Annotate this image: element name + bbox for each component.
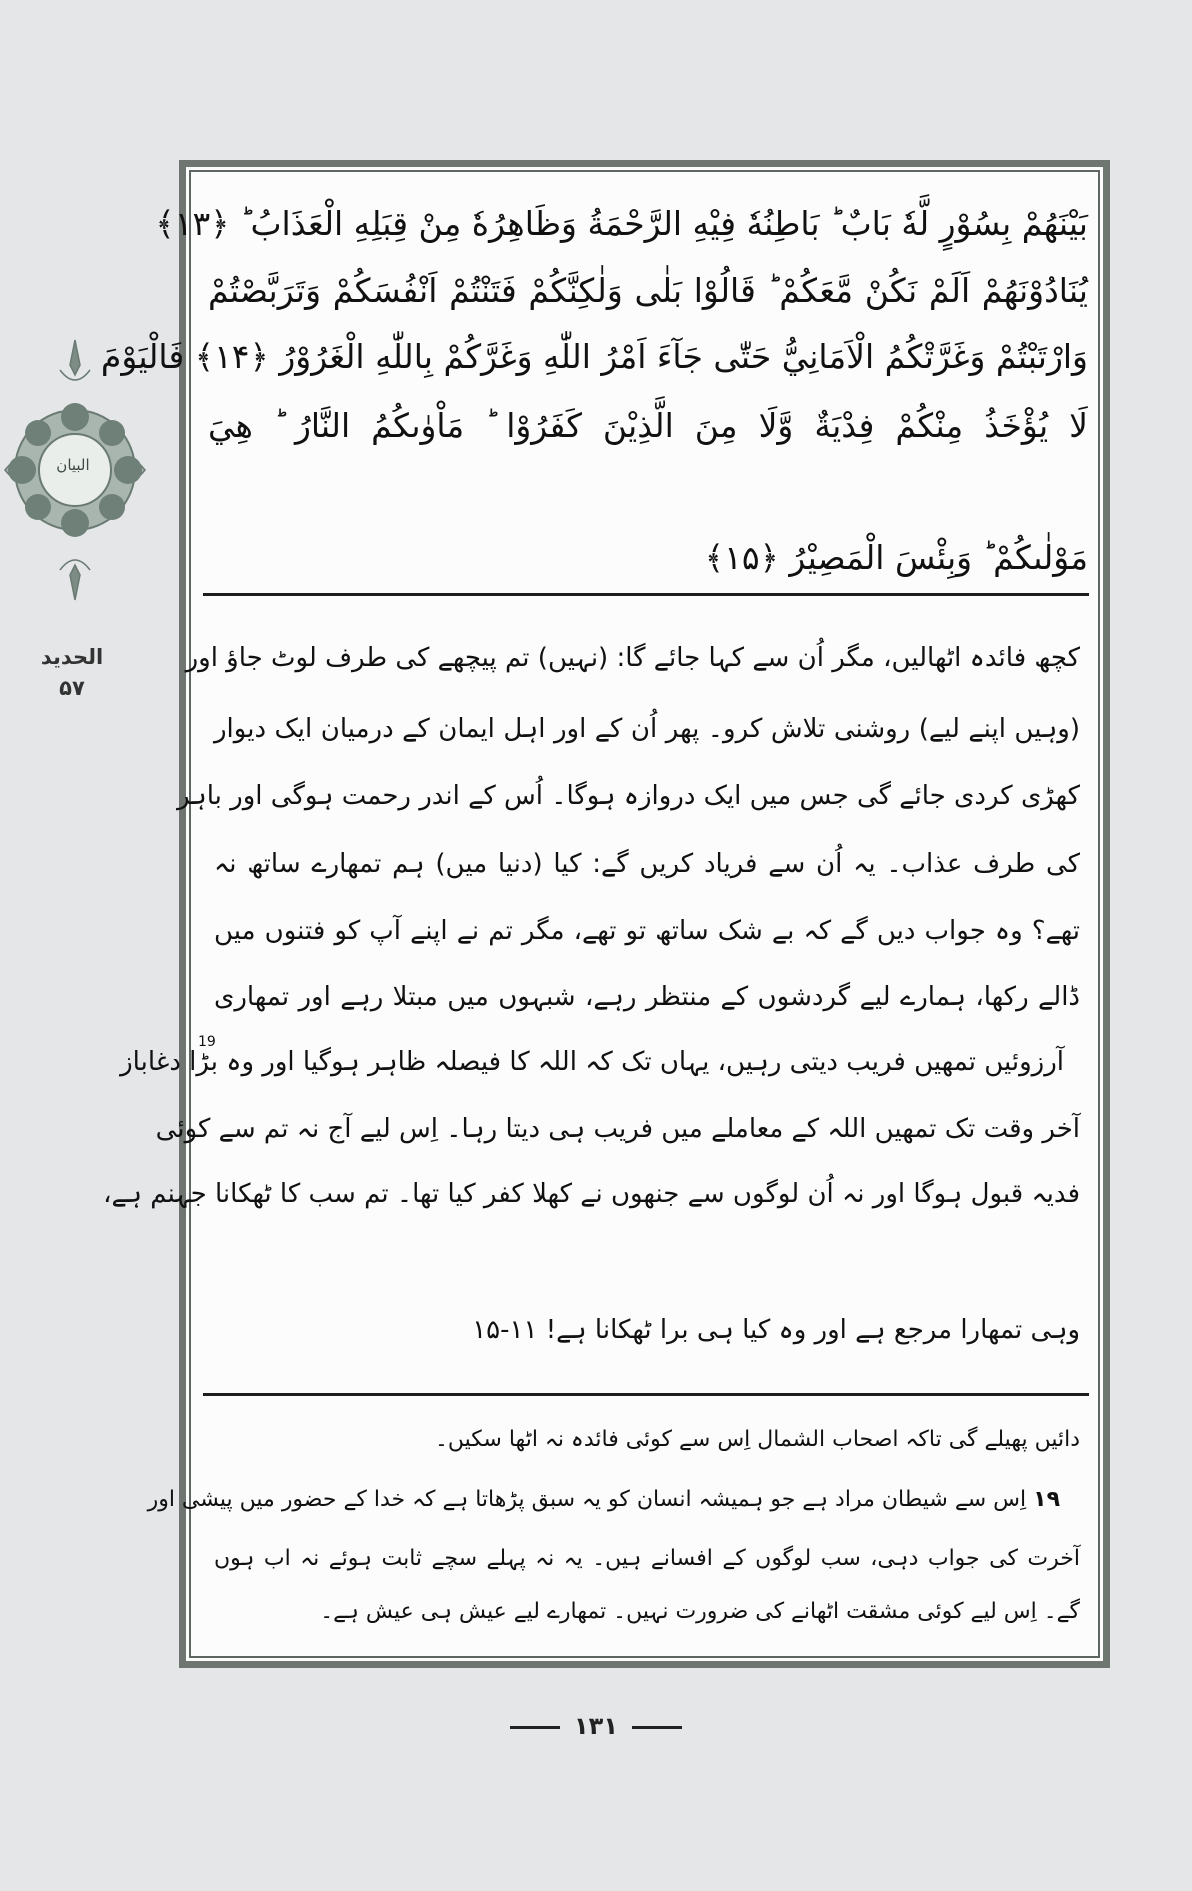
footnote-line	[147, 1476, 1060, 1524]
footnote-divider	[203, 1393, 1089, 1396]
page-number-dash	[510, 1726, 560, 1729]
surah-number: ۵۷	[59, 676, 85, 700]
surah-name: الحدید	[40, 645, 104, 669]
page-number-dash	[632, 1726, 682, 1729]
translation-line: ڈالے رکھا، ہمارے لیے گردشوں کے منتظر رہے، شبہوں میں مبتلا رہے اور تمھاری	[214, 982, 1080, 1012]
footnote-line: آخرت کی جواب دہی، سب لوگوں کے افسانے ہیں۔ یہ نہ پہلے سچے ثابت ہوئے نہ اب ہوں	[214, 1546, 1080, 1571]
arabic-verse-line: وَارْتَبْتُمْ وَغَرَّتْكُمُ الْاَمَانِيُّ حَتّٰى جَآءَ اَمْرُ اللّٰهِ وَغَرَّكُمْ بِاللّٰهِ الْغَرُوْرُ ﴿۱۴﴾ فَالْيَوْمَ	[100, 337, 1088, 376]
page-number-text: ۱۳۱	[574, 1712, 618, 1740]
translation-line: کچھ فائدہ اٹھالیں، مگر اُن سے کہا جائے گا: (نہیں) تم پیچھے کی طرف لوٹ جاؤ اور	[185, 643, 1080, 673]
translation-line: کھڑی کردی جائے گی جس میں ایک دروازہ ہوگا۔ اُس کے اندر رحمت ہوگی اور باہر	[177, 781, 1080, 811]
arabic-verse-line: بَيْنَهُمْ بِسُوْرٍ لَّهٗ بَابٌ ؕ بَاطِنُهٗ فِيْهِ الرَّحْمَةُ وَظَاهِرُهٗ مِنْ قِبَلِهِ الْعَذَابُ ؕ ﴿۱۳﴾	[155, 204, 1088, 243]
ornament-label: البیان	[56, 456, 90, 474]
footnote-line: گے۔ اِس لیے کوئی مشقت اٹھانے کی ضرورت نہیں۔ تمھارے لیے عیش ہی عیش ہے۔	[320, 1599, 1080, 1624]
footnote-number: ۱۹	[1033, 1487, 1060, 1512]
footnote-line: دائیں پھیلے گی تاکہ اصحاب الشمال اِس سے کوئی فائدہ نہ اٹھا سکیں۔	[435, 1427, 1080, 1452]
arabic-verse-line: مَوْلٰىكُمْ ؕ وَبِئْسَ الْمَصِيْرُ ﴿۱۵﴾	[704, 538, 1088, 577]
translation-line: تھے؟ وہ جواب دیں گے کہ بے شک ساتھ تو تھے، مگر تم نے اپنے آپ کو فتنوں میں	[214, 916, 1080, 946]
footnote-text: اِس سے شیطان مراد ہے جو ہمیشہ انسان کو یہ سبق پڑھاتا ہے کہ خدا کے حضور میں پیشی اور	[147, 1487, 1027, 1512]
arabic-verse-line: يُنَادُوْنَهُمْ اَلَمْ نَكُنْ مَّعَكُمْ ؕ قَالُوْا بَلٰى وَلٰكِنَّكُمْ فَتَنْتُمْ اَنْفُسَكُمْ وَتَرَبَّصْتُمْ	[208, 271, 1088, 310]
arabic-verse-line: لَا يُؤْخَذُ مِنْكُمْ فِدْيَةٌ وَّلَا مِنَ الَّذِيْنَ كَفَرُوْا ؕ مَاْوٰىكُمُ النَّارُ ؕ هِيَ	[208, 406, 1088, 445]
translation-line: کی طرف عذاب۔ یہ اُن سے فریاد کریں گے: کیا (دنیا میں) ہم تمھارے ساتھ نہ	[214, 849, 1080, 879]
translation-line: آرزوئیں تمھیں فریب دیتی رہیں، یہاں تک کہ اللہ کا فیصلہ ظاہر ہوگیا اور وہ بڑا دغاباز	[120, 1047, 1064, 1077]
translation-line: آخر وقت تک تمھیں اللہ کے معاملے میں فریب ہی دیتا رہا۔ اِس لیے آج نہ تم سے کوئی	[155, 1114, 1080, 1144]
page-number	[0, 1712, 1192, 1740]
translation-line: وہی تمھارا مرجع ہے اور وہ کیا ہی برا ٹھکانا ہے! ۱۱-۱۵	[472, 1315, 1080, 1345]
footnote-reference[interactable]: 19	[198, 1034, 216, 1050]
translation-line: (وہیں اپنے لیے) روشنی تلاش کرو۔ پھر اُن کے اور اہل ایمان کے درمیان ایک دیوار	[214, 714, 1080, 744]
section-divider	[203, 593, 1089, 596]
translation-line: فدیہ قبول ہوگا اور نہ اُن لوگوں سے جنھوں نے کھلا کفر کیا تھا۔ تم سب کا ٹھکانا جہنم ہے،	[103, 1179, 1080, 1209]
